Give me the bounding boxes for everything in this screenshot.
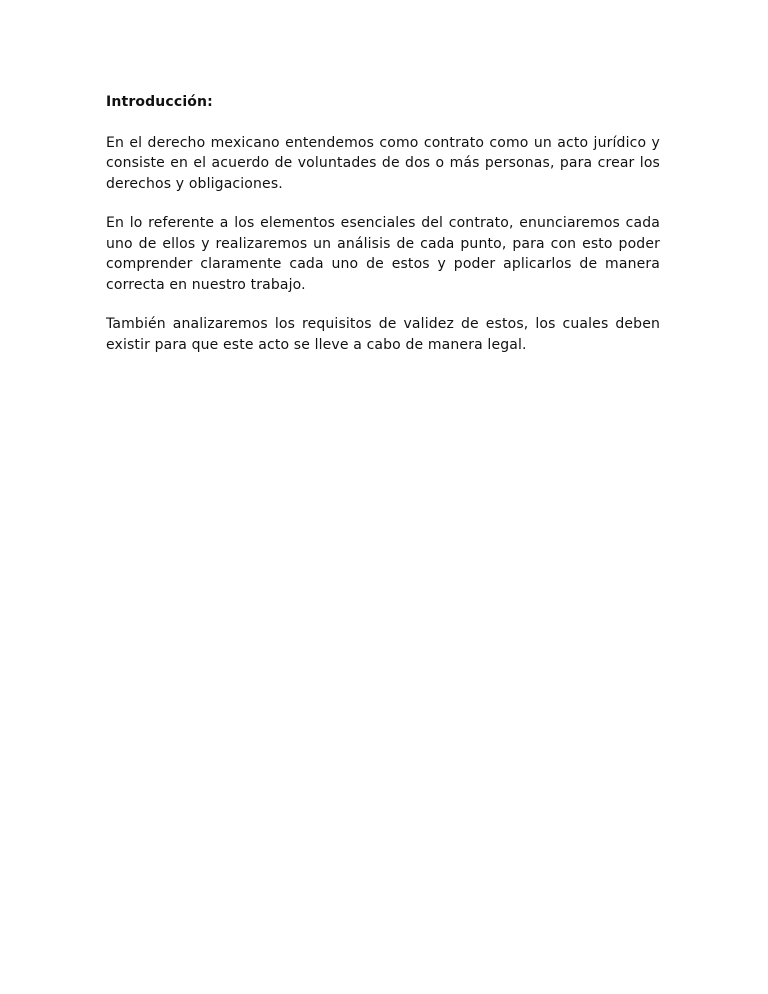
paragraph-1: En el derecho mexicano entendemos como contrato como un acto jurídico y consiste en el acuerdo de voluntades de dos o más personas, para crear los derechos y obligaciones. [106,134,660,192]
paragraph-3: También analizaremos los requisitos de validez de estos, los cuales deben existir para que este acto se lleve a cabo de manera legal. [106,316,660,353]
section-heading: Introducción: [106,94,213,110]
document-body [106,92,660,374]
paragraph-2: En lo referente a los elementos esenciales del contrato, enunciaremos cada uno de ellos y realizaremos un análisis de cada punto, para con esto poder comprender claramente cada uno de estos y poder aplicarlos de manera correcta en nuestro trabajo. [106,215,660,293]
